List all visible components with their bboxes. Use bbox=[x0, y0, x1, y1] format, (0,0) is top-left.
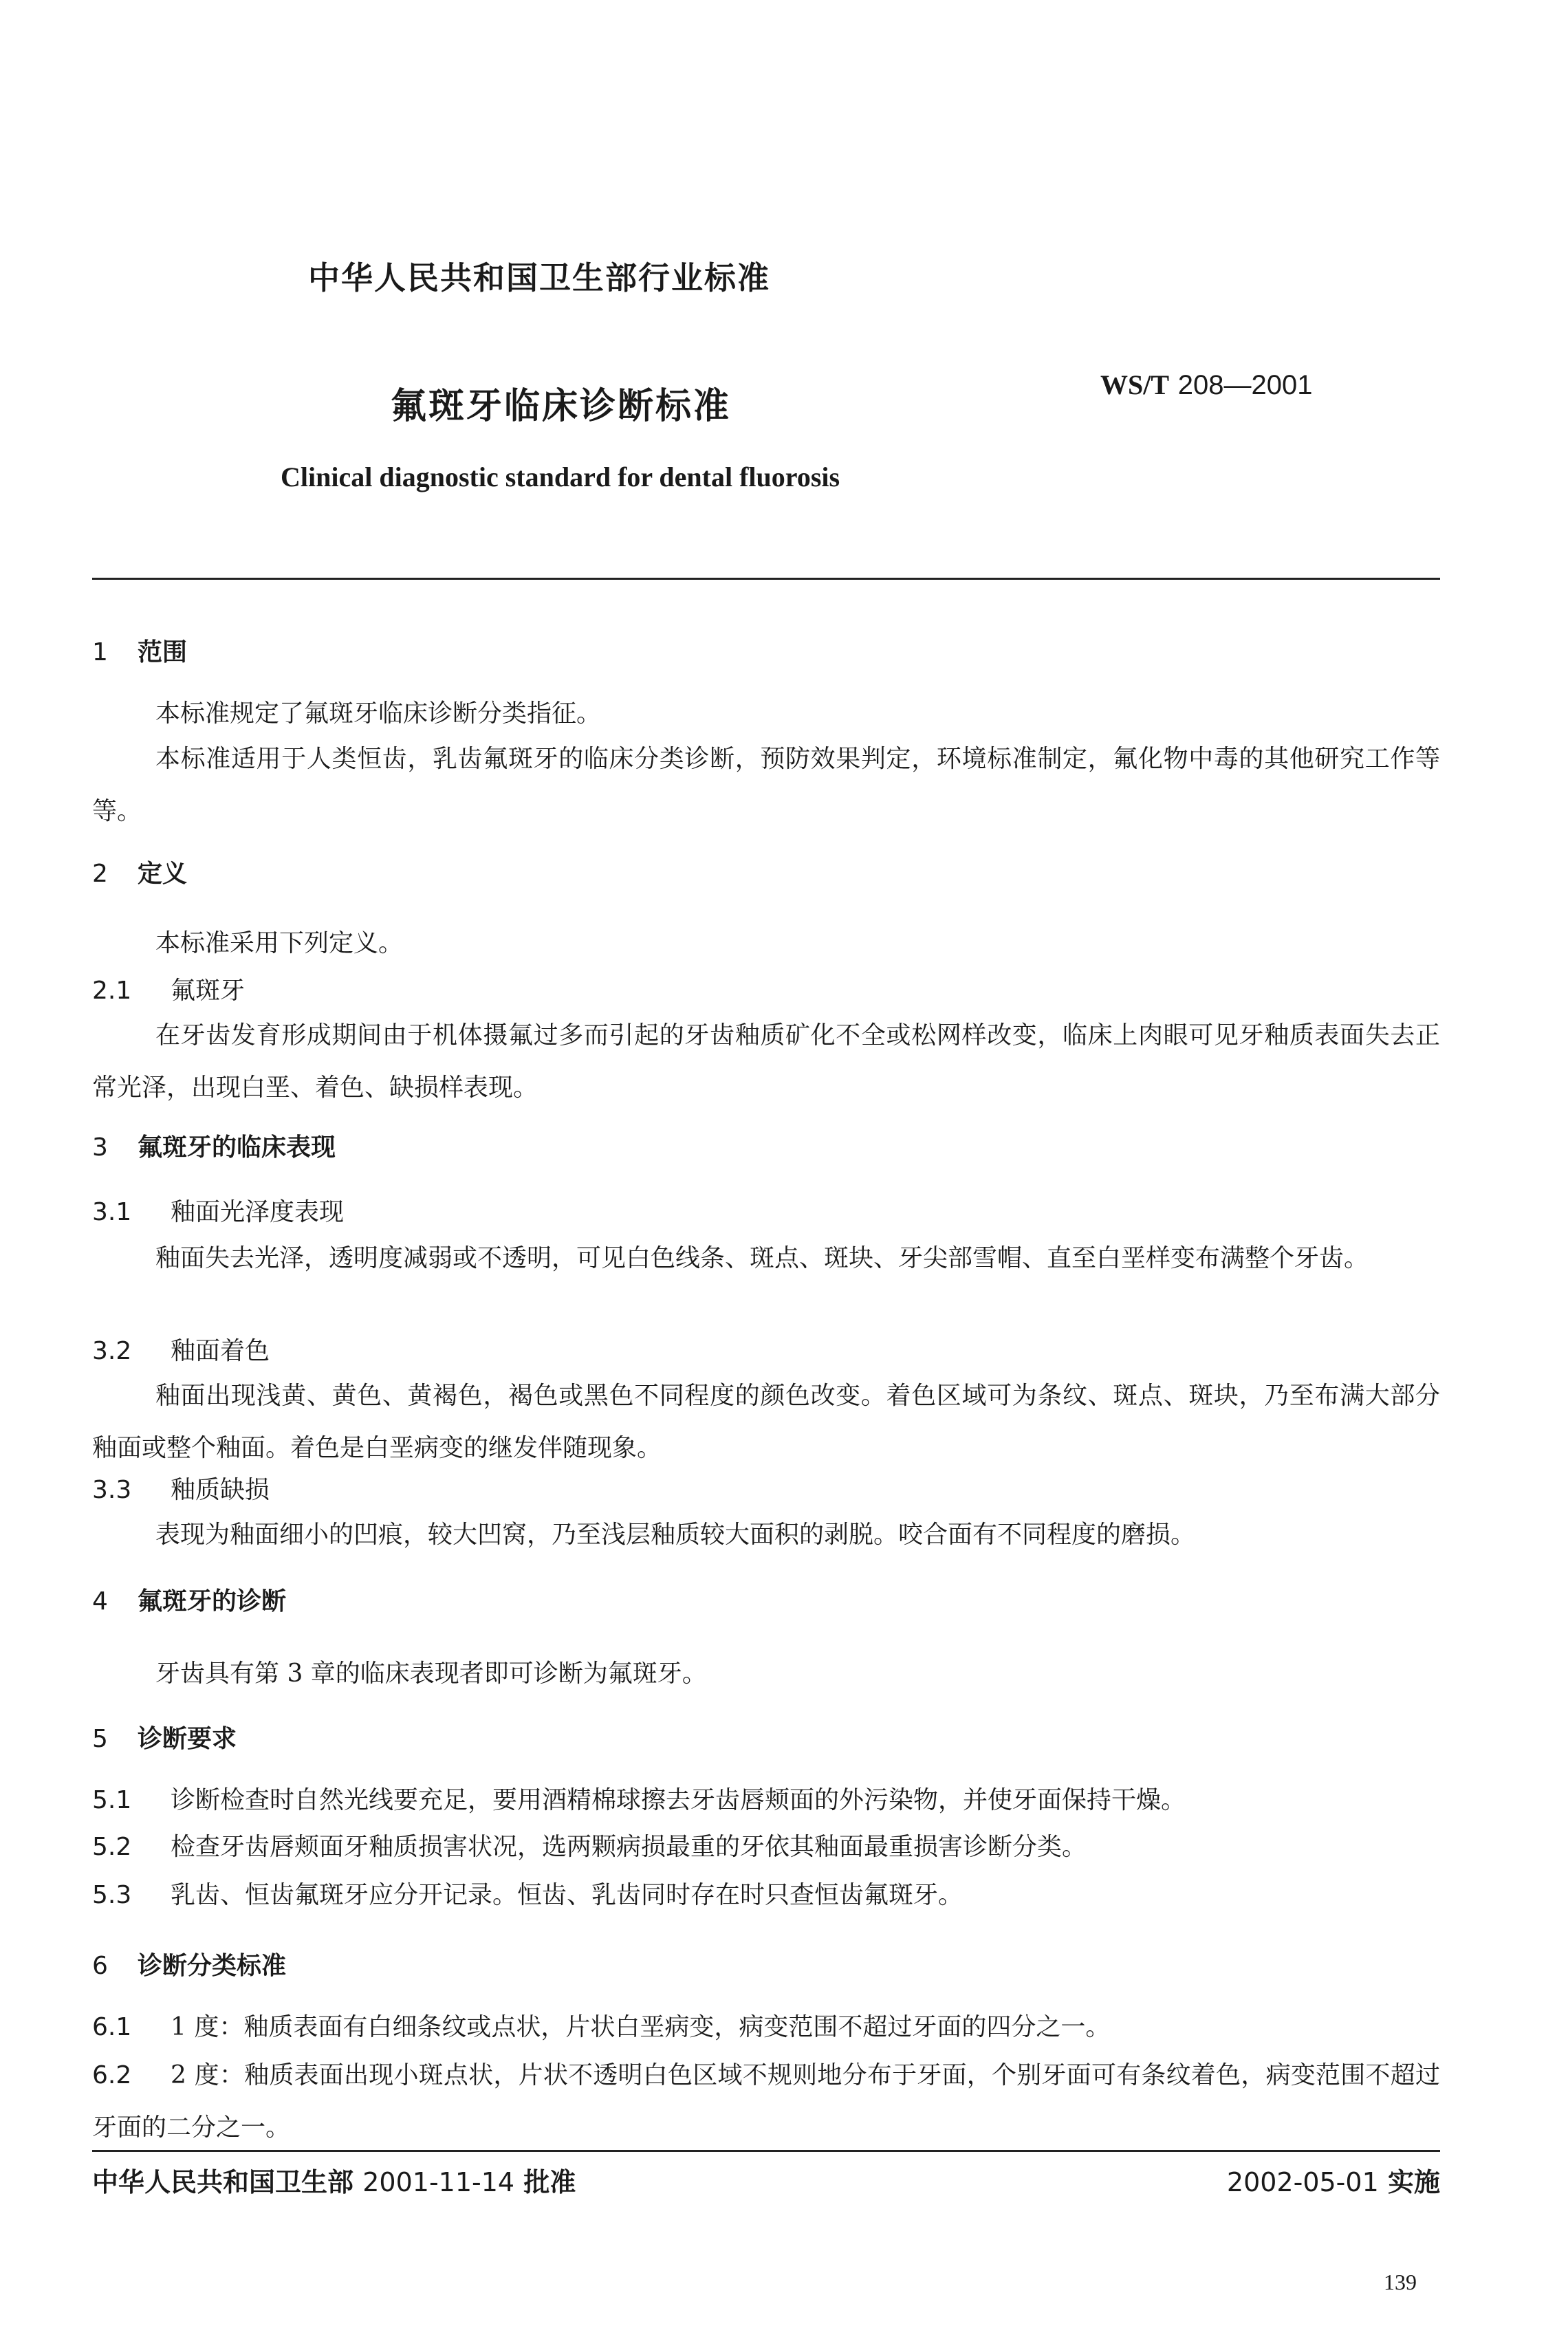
section-number: 6 bbox=[92, 1952, 108, 1980]
item-6-2 bbox=[92, 2050, 1440, 2154]
subsection-3-1-heading bbox=[92, 1193, 344, 1228]
subsection-number: 3.2 bbox=[92, 1337, 132, 1365]
item-text: 诊断检查时自然光线要充足，要用酒精棉球擦去牙齿唇颊面的外污染物，并使牙面保持干燥。 bbox=[171, 1786, 1186, 1814]
section-1-heading bbox=[92, 633, 187, 668]
item-text: 2 度：釉质表面出现小斑点状，片状不透明白色区域不规则地分布于牙面，个别牙面可有条纹着色，病变范围不超过牙面的二分之一。 bbox=[92, 2061, 1440, 2142]
item-5-2 bbox=[92, 1821, 1440, 1873]
english-title: Clinical diagnostic standard for dental fluorosis bbox=[281, 461, 840, 492]
section-title: 范围 bbox=[138, 638, 188, 666]
subsection-3-3-text: 表现为釉面细小的凹痕，较大凹窝，乃至浅层釉质较大面积的剥脱。咬合面有不同程度的磨损。 bbox=[155, 1521, 1196, 1549]
document-title: 氟斑牙临床诊断标准 bbox=[391, 386, 732, 427]
approval-label: 批准 bbox=[523, 2167, 576, 2197]
section-number: 1 bbox=[92, 638, 108, 666]
section-title: 诊断分类标准 bbox=[138, 1952, 287, 1980]
subsection-3-1-text: 釉面失去光泽，透明度减弱或不透明，可见白色线条、斑点、斑块、牙尖部雪帽、直至白垩样变布满整个牙齿。 bbox=[155, 1244, 1369, 1272]
item-number: 6.1 bbox=[92, 2013, 132, 2041]
section-4-paragraph-1: 牙齿具有第 3 章的临床表现者即可诊断为氟斑牙。 bbox=[155, 1660, 707, 1688]
subsection-number: 2.1 bbox=[92, 977, 132, 1005]
subsection-title: 氟斑牙 bbox=[171, 977, 246, 1005]
subsection-3-2-text: 釉面出现浅黄、黄色、黄褐色，褐色或黑色不同程度的颜色改变。着色区域可为条纹、斑点、斑块，乃至布满大部分釉面或整个釉面。着色是白垩病变的继发伴随现象。 bbox=[92, 1382, 1440, 1462]
approval-date: 2001-11-14 bbox=[362, 2167, 515, 2197]
section-number: 4 bbox=[92, 1587, 108, 1616]
effective-line bbox=[1227, 2161, 1440, 2199]
item-number: 5.1 bbox=[92, 1786, 132, 1814]
section-3-heading bbox=[92, 1128, 336, 1163]
subsection-2-1-text: 在牙齿发育形成期间由于机体摄氟过多而引起的牙齿釉质矿化不全或松网样改变，临床上肉眼可见牙釉质表面失去正常光泽，出现白垩、着色、缺损样表现。 bbox=[92, 1021, 1440, 1102]
header-divider bbox=[92, 578, 1440, 580]
subsection-title: 釉面着色 bbox=[171, 1337, 270, 1365]
section-2-paragraph-1: 本标准采用下列定义。 bbox=[155, 929, 404, 957]
section-1-paragraph-2: 本标准适用于人类恒齿，乳齿氟斑牙的临床分类诊断，预防效果判定，环境标准制定，氟化物中毒的其他研究工作等等。 bbox=[92, 745, 1440, 825]
approver: 中华人民共和国卫生部 bbox=[92, 2167, 354, 2197]
subsection-number: 3.1 bbox=[92, 1198, 132, 1226]
item-5-1 bbox=[92, 1774, 1440, 1827]
subsection-3-3-heading bbox=[92, 1470, 270, 1505]
section-number: 2 bbox=[92, 860, 108, 888]
subsection-number: 3.3 bbox=[92, 1476, 132, 1504]
item-number: 5.2 bbox=[92, 1833, 132, 1861]
ministry-header: 中华人民共和国卫生部行业标准 bbox=[308, 259, 770, 296]
footer-divider bbox=[92, 2150, 1440, 2152]
subsection-3-2-heading bbox=[92, 1331, 270, 1367]
item-6-1 bbox=[92, 2001, 1440, 2054]
approval-line bbox=[92, 2161, 576, 2199]
item-text: 检查牙齿唇颊面牙釉质损害状况，选两颗病损最重的牙依其釉面最重损害诊断分类。 bbox=[171, 1833, 1087, 1861]
item-number: 5.3 bbox=[92, 1881, 132, 1909]
section-4-heading bbox=[92, 1582, 286, 1617]
section-6-heading bbox=[92, 1946, 286, 1981]
section-title: 氟斑牙的临床表现 bbox=[138, 1133, 336, 1162]
section-number: 3 bbox=[92, 1133, 108, 1162]
item-number: 6.2 bbox=[92, 2061, 132, 2089]
section-title: 定义 bbox=[138, 860, 188, 888]
item-text: 1 度：釉质表面有白细条纹或点状，片状白垩病变，病变范围不超过牙面的四分之一。 bbox=[171, 2013, 1111, 2041]
standard-prefix: WS/T bbox=[1100, 369, 1170, 400]
effective-date: 2002-05-01 bbox=[1226, 2167, 1379, 2197]
standard-number bbox=[1100, 369, 1313, 401]
item-text: 乳齿、恒齿氟斑牙应分开记录。恒齿、乳齿同时存在时只查恒齿氟斑牙。 bbox=[171, 1881, 963, 1909]
subsection-title: 釉质缺损 bbox=[171, 1476, 270, 1504]
section-title: 氟斑牙的诊断 bbox=[138, 1587, 287, 1616]
section-title: 诊断要求 bbox=[138, 1725, 237, 1753]
section-number: 5 bbox=[92, 1725, 108, 1753]
subsection-2-1-heading bbox=[92, 971, 245, 1006]
page-number: 139 bbox=[1384, 2270, 1417, 2294]
section-1-paragraph-1: 本标准规定了氟斑牙临床诊断分类指征。 bbox=[155, 699, 602, 728]
item-5-3 bbox=[92, 1869, 1440, 1922]
section-2-heading bbox=[92, 854, 187, 889]
standard-code: 208—2001 bbox=[1177, 370, 1313, 400]
subsection-title: 釉面光泽度表现 bbox=[171, 1198, 345, 1226]
effective-label: 实施 bbox=[1387, 2167, 1440, 2197]
section-5-heading bbox=[92, 1719, 237, 1754]
